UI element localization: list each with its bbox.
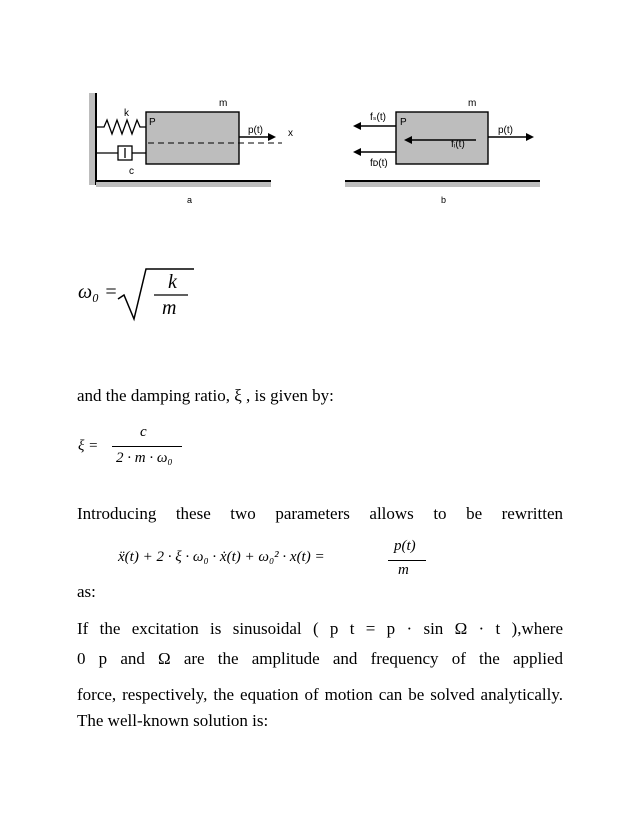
equation-natural-frequency bbox=[78, 265, 218, 325]
eq3-denominator: m bbox=[398, 562, 409, 578]
eq2-denominator: 2 · m · ω₀ bbox=[116, 450, 173, 466]
label-P-a: P bbox=[149, 117, 156, 128]
label-m-a: m bbox=[219, 98, 228, 109]
eq1-denominator: m bbox=[162, 297, 177, 319]
text-as: as: bbox=[77, 582, 96, 601]
label-p-b: p(t) bbox=[498, 125, 513, 136]
label-x: x bbox=[288, 128, 293, 139]
wall-hatch bbox=[89, 93, 96, 185]
label-c: c bbox=[129, 166, 134, 177]
label-fd: fᴅ(t) bbox=[370, 158, 388, 169]
text-excitation: If the excitation is sinusoidal ( p t = p · sin Ω · t ),where bbox=[77, 619, 563, 638]
sdof-figure bbox=[0, 0, 638, 230]
label-m-b: m bbox=[468, 98, 477, 109]
equation-damping-ratio bbox=[78, 424, 218, 474]
eq2-fraction-bar bbox=[112, 446, 182, 447]
label-b: b bbox=[441, 195, 447, 205]
eq2-lhs: ξ = bbox=[78, 438, 99, 454]
text-solution: force, respectively, the equation of motion can be solved analytically. The well-known solution is: bbox=[77, 685, 563, 730]
eq1-numerator: k bbox=[168, 271, 177, 293]
equation-motion bbox=[118, 538, 438, 582]
eq3-lhs: ẍ(t) + 2 · ξ · ω₀ · ẋ(t) + ω₀² · x(t) = bbox=[118, 549, 325, 565]
text-amplitude: 0 p and Ω are the amplitude and frequency of the applied bbox=[77, 649, 563, 668]
label-p-a: p(t) bbox=[248, 125, 263, 136]
label-P-b: P bbox=[400, 117, 407, 128]
eq3-numerator: p(t) bbox=[394, 538, 416, 554]
label-fi: fᵢ(t) bbox=[451, 139, 465, 150]
figure-b bbox=[345, 98, 540, 205]
label-fs: fₛ(t) bbox=[370, 112, 386, 123]
text-introducing: Introducing these two parameters allows to be rewritten bbox=[77, 504, 563, 523]
label-k: k bbox=[124, 108, 129, 119]
spring bbox=[96, 120, 146, 134]
sqrt-symbol bbox=[116, 265, 196, 325]
figure-a bbox=[89, 93, 293, 205]
eq3-fraction-bar bbox=[388, 560, 426, 561]
mass-a bbox=[146, 112, 239, 164]
figure-drawing bbox=[0, 0, 638, 230]
label-a: a bbox=[187, 195, 193, 205]
eq1-lhs: ω₀ = bbox=[78, 281, 118, 303]
text-damping-intro: and the damping ratio, ξ , is given by: bbox=[77, 386, 334, 405]
eq2-numerator: c bbox=[140, 424, 147, 440]
